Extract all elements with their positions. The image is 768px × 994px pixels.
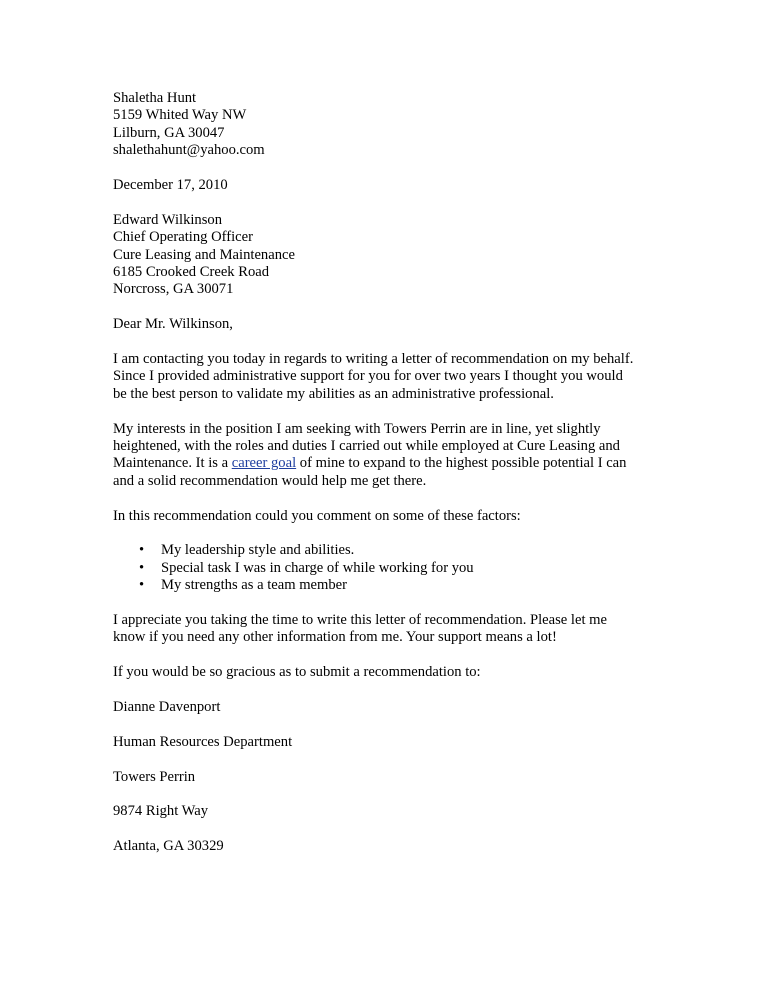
list-item-text: My leadership style and abilities.: [161, 542, 355, 559]
paragraph-4: [113, 612, 673, 647]
submit-department-text: Human Resources Department: [113, 733, 293, 750]
submit-to-company: [113, 769, 673, 786]
paragraph-1-line: Since I provided administrative support for you for over two years I thought you would: [113, 368, 623, 385]
paragraph-1: [113, 351, 673, 403]
list-item-text: Special task I was in charge of while working for you: [161, 559, 474, 576]
submit-to-department: [113, 734, 673, 751]
recipient-title: Chief Operating Officer: [113, 229, 253, 246]
bullet-icon: •: [139, 577, 145, 594]
bullet-icon: •: [139, 542, 145, 559]
paragraph-5: [113, 664, 673, 681]
paragraph-2-text: Maintenance. It is a: [113, 455, 232, 472]
career-goal-link[interactable]: career goal: [231, 455, 297, 472]
submit-to-street: [113, 803, 673, 820]
list-item: [113, 577, 673, 594]
letter-date: [113, 177, 673, 194]
recipient-company: Cure Leasing and Maintenance: [113, 246, 295, 263]
sender-address: [113, 90, 673, 160]
list-item-text: My strengths as a team member: [161, 577, 348, 594]
submit-street-text: 9874 Right Way: [113, 803, 209, 820]
sender-city: Lilburn, GA 30047: [113, 124, 225, 141]
paragraph-2-line: heightened, with the roles and duties I carried out while employed at Cure Leasing and: [113, 438, 620, 455]
salutation-text: Dear Mr. Wilkinson,: [113, 316, 233, 333]
sender-name: Shaletha Hunt: [113, 90, 197, 106]
paragraph-1-line: I am contacting you today in regards to writing a letter of recommendation on my behalf.: [113, 351, 634, 368]
factors-list: [113, 542, 673, 594]
paragraph-3: [113, 508, 673, 525]
paragraph-2-line: My interests in the position I am seeking with Towers Perrin are in line, yet slightly: [113, 420, 601, 437]
recipient-street: 6185 Crooked Creek Road: [113, 264, 270, 281]
paragraph-2-line: and a solid recommendation would help me get there.: [113, 472, 427, 489]
bullet-icon: •: [139, 559, 145, 576]
date-text: December 17, 2010: [113, 177, 228, 194]
paragraph-4-line: know if you need any other information from me. Your support means a lot!: [113, 629, 557, 646]
recipient-name: Edward Wilkinson: [113, 211, 222, 228]
paragraph-2: [113, 421, 673, 491]
paragraph-4-line: I appreciate you taking the time to write this letter of recommendation. Please let me: [113, 612, 607, 629]
submit-to-city: [113, 838, 673, 855]
paragraph-1-line: be the best person to validate my abilities as an administrative professional.: [113, 385, 554, 402]
list-item: [113, 542, 673, 559]
submit-name-text: Dianne Davenport: [113, 699, 221, 716]
recipient-address: [113, 212, 673, 299]
submit-company-text: Towers Perrin: [113, 768, 196, 785]
recipient-city: Norcross, GA 30071: [113, 281, 234, 298]
submit-city-text: Atlanta, GA 30329: [113, 838, 224, 855]
paragraph-2-text: of mine to expand to the highest possible potential I can: [296, 455, 627, 472]
submit-to-name: [113, 699, 673, 716]
sender-street: 5159 Whited Way NW: [113, 107, 247, 124]
list-item: [113, 560, 673, 577]
letter-page: [113, 90, 673, 856]
paragraph-3-text: In this recommendation could you comment on some of these factors:: [113, 507, 521, 524]
sender-email: shalethahunt@yahoo.com: [113, 142, 265, 159]
paragraph-2-line: [113, 455, 673, 472]
paragraph-5-text: If you would be so gracious as to submit a recommendation to:: [113, 664, 481, 681]
salutation: [113, 316, 673, 333]
